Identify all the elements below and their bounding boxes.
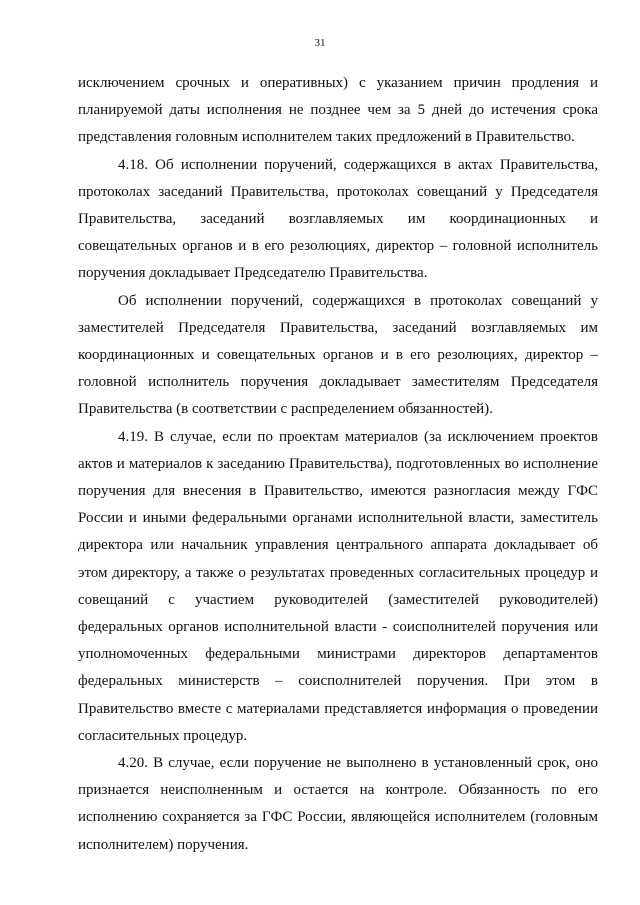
- document-body: [78, 70, 598, 859]
- paragraph-deputies-reporting: Об исполнении поручений, содержащихся в протоколах совещаний у заместителей Председателя Правительства, заседаний возглавляемых им координационных и совещательных органов и в его резолюциях, директор – головной исполнитель поручения докладывает заместителям Председателя Правительства (в соответствии с распределением обязанностей).: [78, 292, 598, 418]
- paragraph-4-20: 4.20. В случае, если поручение не выполнено в установленный срок, оно признается неисполненным и остается на контроле. Обязанность по его исполнению сохраняется за ГФС России, являющейся исполнителем (головным исполнителем) поручения.: [78, 755, 598, 853]
- paragraph-4-19: 4.19. В случае, если по проектам материалов (за исключением проектов актов и материалов к заседанию Правительства), подготовленных во исполнение поручения для внесения в Правительство, имеются разногласия между ГФС России и иными федеральными органами исполнительной власти, заместитель директора или начальник управления центрального аппарата докладывает об этом директору, а также о результатах проведенных согласительных процедур и совещаний с участием руководителей (заместителей руководителей) федеральных органов исполнительной власти - соисполнителей поручения или уполномоченных федеральными министрами директоров департаментов федеральных министерств – соисполнителей поручения. При этом в Правительство вместе с материалами представляется информация о проведении согласительных процедур.: [78, 428, 598, 744]
- page-number: 31: [314, 37, 326, 49]
- paragraph-4-18: 4.18. Об исполнении поручений, содержащихся в актах Правительства, протоколах заседаний Правительства, протоколах совещаний у Председателя Правительства, заседаний возглавляемых им координационных и совещательных органов и в его резолюциях, директор – головной исполнитель поручения докладывает Председателю Правительства.: [78, 156, 598, 282]
- paragraph-continuation: исключением срочных и оперативных) с указанием причин продления и планируемой даты исполнения не позднее чем за 5 дней до истечения срока представления головным исполнителем таких предложений в Правительство.: [78, 75, 598, 146]
